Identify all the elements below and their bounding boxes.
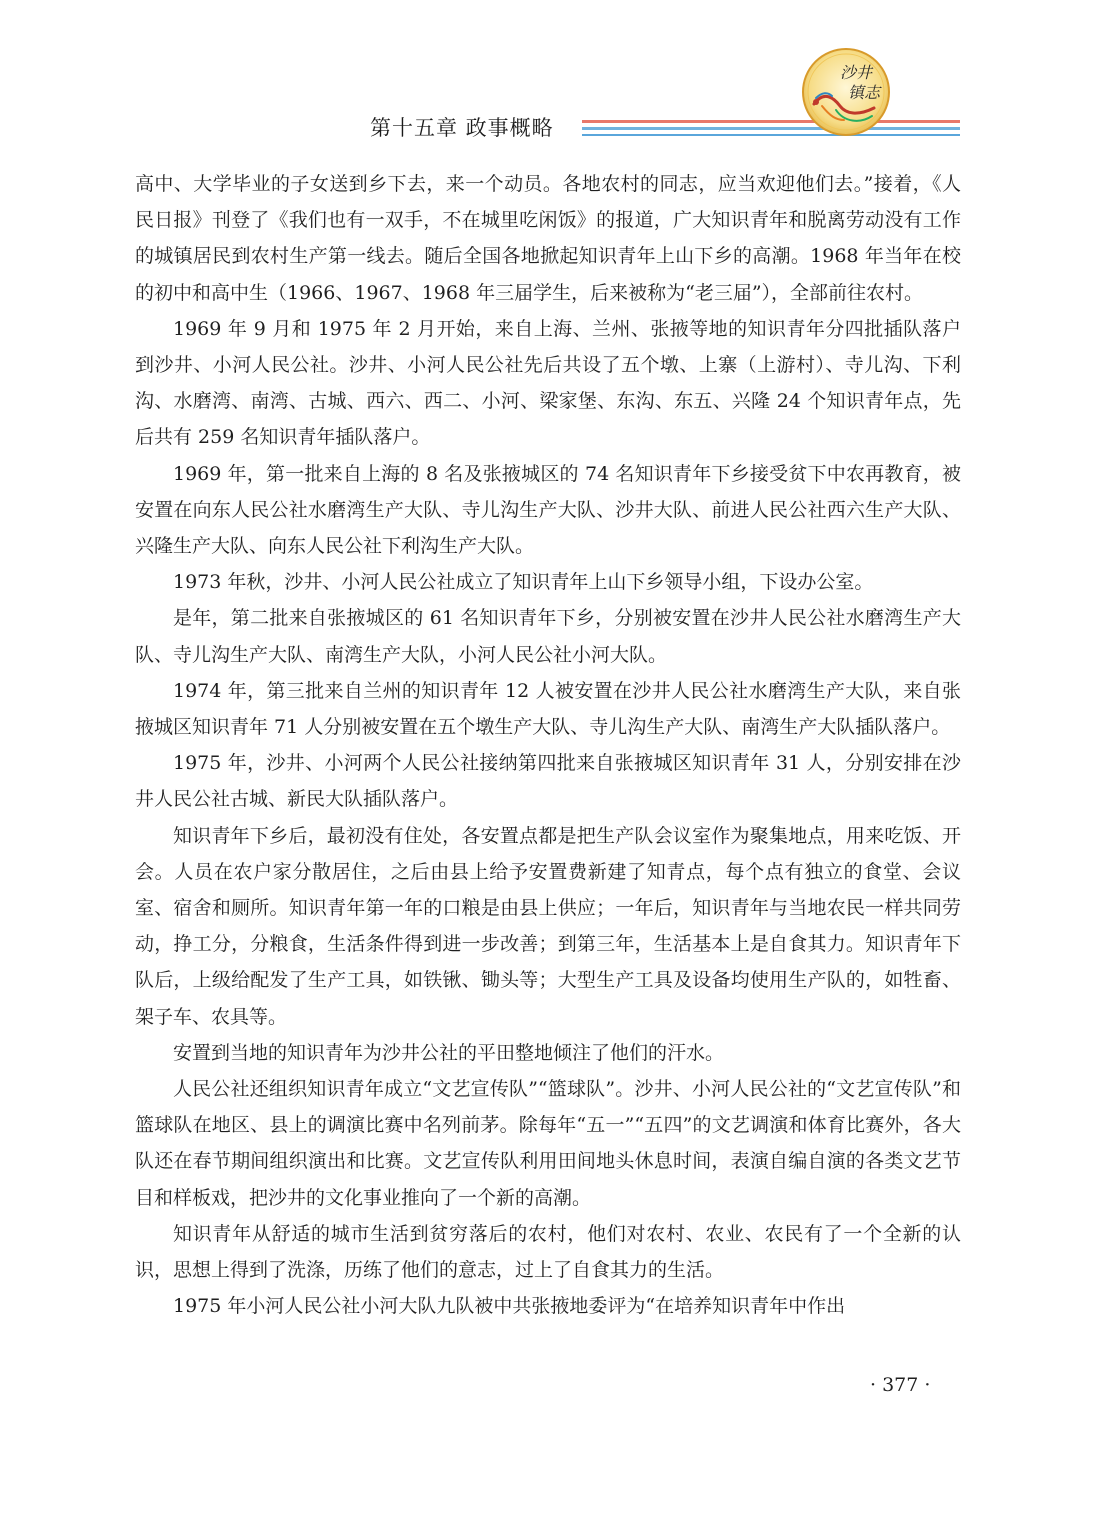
town-chronicle-logo <box>800 46 892 138</box>
paragraph: 知识青年下乡后，最初没有住处，各安置点都是把生产队会议室作为聚集地点，用来吃饭、开会。人员在农户家分散居住，之后由县上给予安置费新建了知青点，每个点有独立的食堂、会议室、宿舍和厕所。知识青年第一年的口粮是由县上供应；一年后，知识青年与当地农民一样共同劳动，挣工分，分粮食，生活条件得到进一步改善；到第三年，生活基本上是自食其力。知识青年下队后，上级给配发了生产工具，如铁锹、锄头等；大型生产工具及设备均使用生产队的，如牲畜、架子车、农具等。 <box>135 824 961 1028</box>
paragraph: 人民公社还组织知识青年成立“文艺宣传队”“篮球队”。沙井、小河人民公社的“文艺宣传队”和篮球队在地区、县上的调演比赛中名列前茅。除每年“五一”“五四”的文艺调演和体育比赛外，各大队还在春节期间组织演出和比赛。文艺宣传队利用田间地头休息时间，表演自编自演的各类文艺节目和样板戏，把沙井的文化事业推向了一个新的高潮。 <box>135 1078 961 1209</box>
logo-text-top: 沙井 <box>839 63 873 82</box>
page-number: · 377 · <box>870 1374 931 1396</box>
paragraph: 1974 年，第三批来自兰州的知识青年 12 人被安置在沙井人民公社水磨湾生产大队，来自张掖城区知识青年 71 人分别被安置在五个墩生产大队、寺儿沟生产大队、南湾生产大队插队落户。 <box>135 679 961 739</box>
header-rule-red <box>582 120 960 123</box>
chapter-title: 第十五章 政事概略 <box>370 116 554 140</box>
paragraph: 1973 年秋，沙井、小河人民公社成立了知识青年上山下乡领导小组，下设办公室。 <box>173 571 874 594</box>
paragraph: 安置到当地的知识青年为沙井公社的平田整地倾注了他们的汗水。 <box>173 1041 725 1064</box>
paragraph: 1969 年 9 月和 1975 年 2 月开始，来自上海、兰州、张掖等地的知识青年分四批插队落户到沙井、小河人民公社。沙井、小河人民公社先后共设了五个墩、上寨（上游村）、寺儿沟、下利沟、水磨湾、南湾、古城、西六、西二、小河、梁家堡、东沟、东五、兴隆 24 个知识青年点，先后共有 259 名知识青年插队落户。 <box>135 317 961 449</box>
paragraph: 1975 年小河人民公社小河大队九队被中共张掖地委评为“在培养知识青年中作出 <box>173 1295 846 1318</box>
body-text <box>135 166 961 1325</box>
page-header <box>0 0 1093 150</box>
header-rule-blue-lower <box>582 134 960 136</box>
paragraph: 1975 年，沙井、小河两个人民公社接纳第四批来自张掖城区知识青年 31 人，分别安排在沙井人民公社古城、新民大队插队落户。 <box>135 752 961 811</box>
paragraph: 1969 年，第一批来自上海的 8 名及张掖城区的 74 名知识青年下乡接受贫下中农再教育，被安置在向东人民公社水磨湾生产大队、寺儿沟生产大队、沙井大队、前进人民公社西六生产大队、兴隆生产大队、向东人民公社下利沟生产大队。 <box>135 462 961 558</box>
paragraph: 知识青年从舒适的城市生活到贫穷落后的农村，他们对农村、农业、农民有了一个全新的认识，思想上得到了洗涤，历练了他们的意志，过上了自食其力的生活。 <box>135 1222 961 1282</box>
paragraph: 高中、大学毕业的子女送到乡下去，来一个动员。各地农村的同志，应当欢迎他们去。”接着，《人民日报》刊登了《我们也有一双手，不在城里吃闲饭》的报道，广大知识青年和脱离劳动没有工作的城镇居民到农村生产第一线去。随后全国各地掀起知识青年上山下乡的高潮。1968 年当年在校的初中和高中生（1966、1967、1968 年三届学生，后来被称为“老三届”），全部前往农村。 <box>135 173 961 304</box>
paragraph: 是年，第二批来自张掖城区的 61 名知识青年下乡，分别被安置在沙井人民公社水磨湾生产大队、寺儿沟生产大队、南湾生产大队，小河人民公社小河大队。 <box>135 607 961 666</box>
header-rule-blue <box>582 127 960 130</box>
logo-text-bottom: 镇志 <box>847 83 881 102</box>
